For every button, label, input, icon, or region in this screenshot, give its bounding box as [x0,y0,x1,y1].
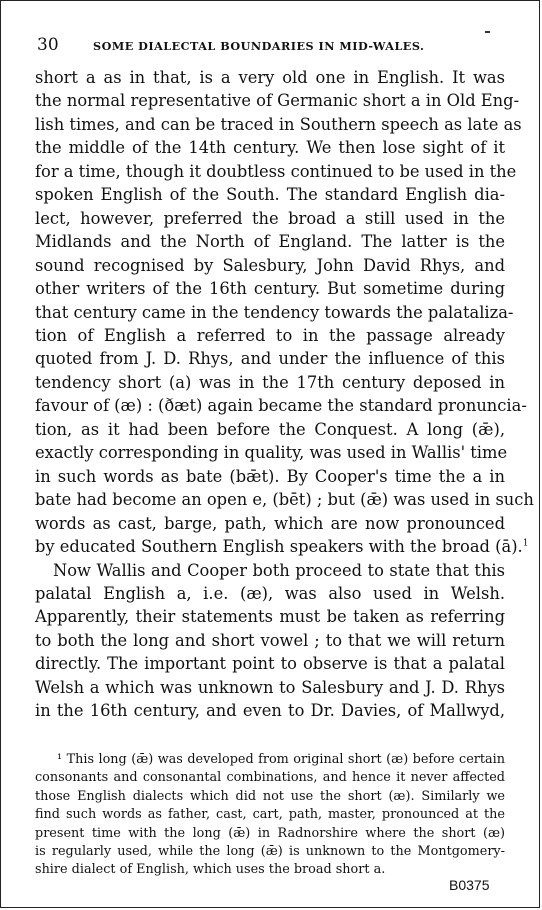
body-line: for a time, though it doubtless continued to be used in the [35,161,517,181]
body-line: tion of English a referred to in the passage already [35,325,505,345]
body-line: lect, however, preferred the broad a still used in the [35,208,505,228]
body-line: in such words as bate (bǣt). By Cooper's time the a in [35,466,505,486]
body-line: tion, as it had been before the Conquest. A long (ǣ), [35,419,505,439]
body-line-with-footnote [35,535,529,558]
footnote-line: ¹ This long (ǣ) was developed from original short (æ) before certain [57,752,505,767]
running-head: SOME DIALECTAL BOUNDARIES IN MID-WALES. [93,39,425,53]
footnote-reference[interactable]: 1 [522,538,529,549]
body-line: lish times, and can be traced in Southern speech as late as [35,114,522,134]
body-line: that century came in the tendency towards the palataliza- [35,302,514,322]
body-line: the normal representative of Germanic short a in Old Eng- [35,91,520,111]
footnote-line: present time with the long (ǣ) in Radnorshire where the short (æ) [35,825,505,841]
footnote [35,751,505,880]
body-line: Apparently, their statements must be taken as referring [35,607,505,627]
body-line: words as cast, barge, path, which are now pronounced [35,513,505,533]
body-line-text: by educated Southern English speakers with the broad (ā). [35,537,523,557]
body-line: palatal English a, i.e. (æ), was also used in Welsh. [35,583,505,603]
page-header [37,35,509,55]
scan-mark [485,31,490,33]
body-line: the middle of the 14th century. We then lose sight of it [35,138,505,158]
footnote-line: shire dialect of English, which uses the broad short a. [35,862,386,878]
body-line: other writers of the 16th century. But sometime during [35,279,505,299]
footnote-line: consonants and consonantal combinations, and hence it never affected [35,770,505,786]
image-code: B0375 [449,877,490,893]
footnote-line: find such words as father, cast, cart, path, master, pronounced at the [35,807,505,823]
body-line: quoted from J. D. Rhys, and under the influence of this [35,349,505,369]
footnote-line: those English dialects which did not use the short (æ). Similarly we [35,788,505,804]
body-line: exactly corresponding in quality, was used in Wallis' time [35,443,508,463]
body-text [35,66,534,723]
body-line: directly. The important point to observe is that a palatal [35,654,505,674]
page-number: 30 [37,35,59,55]
body-line: Midlands and the North of England. The latter is the [35,232,505,252]
body-line: tendency short (a) was in the 17th century deposed in [35,372,505,392]
body-line: Welsh a which was unknown to Salesbury and J. D. Rhys [35,677,505,697]
body-line: in the 16th century, and even to Dr. Davies, of Mallwyd, [35,701,505,721]
footnote-line: is regularly used, while the long (ǣ) is unknown to the Montgomery- [35,844,505,860]
body-line: to both the long and short vowel ; to that we will return [35,630,505,650]
body-line: favour of (æ) : (ðæt) again became the standard pronuncia- [35,396,527,416]
body-line: sound recognised by Salesbury, John David Rhys, and [35,255,505,275]
paragraph-start-line: Now Wallis and Cooper both proceed to state that this [53,560,505,580]
body-line: bate had become an open e, (bēt) ; but (ǣ) was used in such [35,490,534,510]
body-line: short a as in that, is a very old one in English. It was [35,68,505,87]
body-line: spoken English of the South. The standard English dia- [35,185,505,205]
